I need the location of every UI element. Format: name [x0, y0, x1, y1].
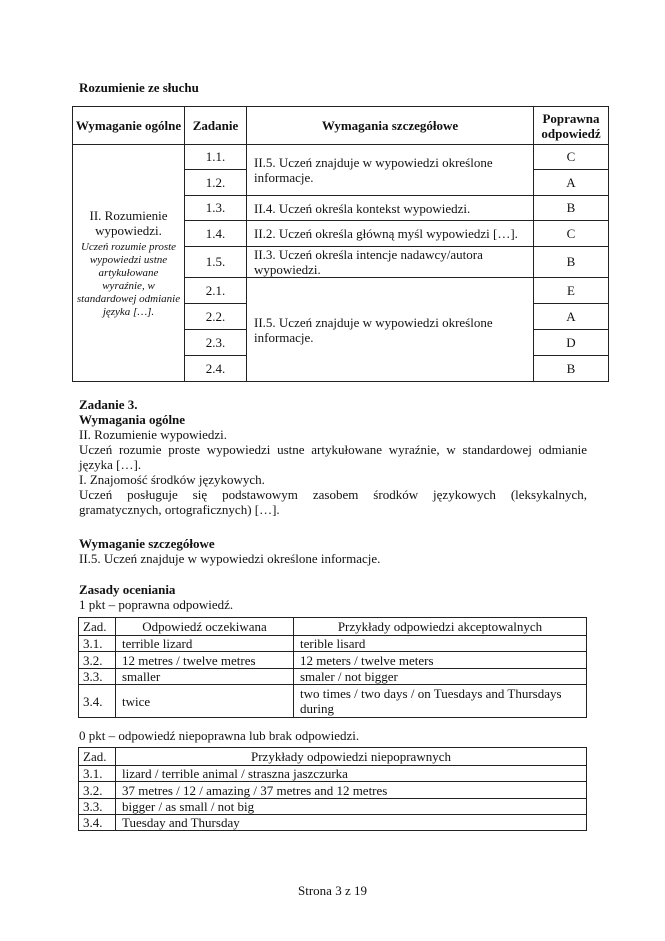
table-header-row	[73, 107, 609, 145]
task-number: 3.4.	[79, 685, 116, 718]
header-accepted: Przykłady odpowiedzi akceptowalnych	[294, 618, 587, 636]
task-number: 1.5.	[185, 247, 247, 278]
detail-requirement: II.5. Uczeń znajduje w wypowiedzi określone informacje.	[247, 278, 534, 382]
incorrect-answers-table	[78, 747, 587, 831]
task3-block	[79, 397, 587, 517]
zero-points-rule: 0 pkt – odpowiedź niepoprawna lub brak odpowiedzi.	[79, 728, 360, 743]
accepted-answer: 12 meters / twelve meters	[294, 652, 587, 669]
correct-answer: C	[534, 221, 609, 247]
general-requirement-description: Uczeń rozumie proste wypowiedzi ustne artykułowane wyraźnie, w standardowej odmianie języka […].	[76, 240, 181, 318]
expected-answer: 12 metres / twelve metres	[116, 652, 294, 669]
table-row	[79, 799, 587, 815]
general-requirement-cell	[73, 145, 185, 382]
general-requirements-heading: Wymagania ogólne	[79, 412, 186, 427]
incorrect-answer: Tuesday and Thursday	[116, 815, 587, 831]
task-number: 3.3.	[79, 669, 116, 685]
correct-answer: E	[534, 278, 609, 304]
expected-answer: twice	[116, 685, 294, 718]
table-row	[79, 815, 587, 831]
table-row	[79, 782, 587, 799]
task-number: 1.1.	[185, 145, 247, 170]
accepted-answer: smaler / not bigger	[294, 669, 587, 685]
header-task: Zad.	[79, 748, 116, 766]
task3-title: Zadanie 3.	[79, 397, 138, 412]
correct-answer: D	[534, 330, 609, 356]
task-number: 2.1.	[185, 278, 247, 304]
task-number: 1.2.	[185, 170, 247, 196]
task-number: 3.4.	[79, 815, 116, 831]
detail-requirement-text: II.5. Uczeń znajduje w wypowiedzi określone informacje.	[79, 551, 381, 566]
incorrect-answer: 37 metres / 12 / amazing / 37 metres and 12 metres	[116, 782, 587, 799]
task-number: 2.2.	[185, 304, 247, 330]
correct-answer: A	[534, 170, 609, 196]
general-requirement-line: Uczeń rozumie proste wypowiedzi ustne artykułowane wyraźnie, w standardowej odmianie języka […].	[79, 442, 587, 472]
task-number: 1.3.	[185, 196, 247, 221]
expected-answer: terrible lizard	[116, 636, 294, 652]
accepted-answers-table	[78, 617, 587, 718]
header-incorrect: Przykłady odpowiedzi niepoprawnych	[116, 748, 587, 766]
listening-answers-table	[72, 106, 609, 382]
detail-requirement-block	[79, 536, 587, 566]
page-number: Strona 3 z 19	[298, 883, 367, 898]
table-row	[79, 652, 587, 669]
header-task: Zadanie	[185, 107, 247, 145]
table-row	[79, 685, 587, 718]
accepted-answer: two times / two days / on Tuesdays and Thursdays during	[294, 685, 587, 718]
table-row	[79, 636, 587, 652]
incorrect-answer: bigger / as small / not big	[116, 799, 587, 815]
detail-requirement: II.2. Uczeń określa główną myśl wypowiedzi […].	[247, 221, 534, 247]
task-number: 2.4.	[185, 356, 247, 382]
one-point-rule: 1 pkt – poprawna odpowiedź.	[79, 597, 234, 612]
task-number: 3.1.	[79, 636, 116, 652]
general-requirement-line: I. Znajomość środków językowych.	[79, 472, 265, 487]
detail-requirement: II.3. Uczeń określa intencje nadawcy/autora wypowiedzi.	[247, 247, 534, 278]
table-row	[73, 145, 609, 170]
scoring-block	[79, 582, 587, 612]
table-row	[79, 669, 587, 685]
header-expected: Odpowiedź oczekiwana	[116, 618, 294, 636]
task-number: 1.4.	[185, 221, 247, 247]
general-requirement-line: Uczeń posługuje się podstawowym zasobem środków językowych (leksykalnych, gramatycznych, ortograficznych) […].	[79, 487, 587, 517]
accepted-answer: terible lisard	[294, 636, 587, 652]
header-details: Wymagania szczegółowe	[247, 107, 534, 145]
header-general: Wymaganie ogólne	[73, 107, 185, 145]
table-row	[79, 766, 587, 782]
expected-answer: smaller	[116, 669, 294, 685]
task-number: 2.3.	[185, 330, 247, 356]
detail-requirement: II.4. Uczeń określa kontekst wypowiedzi.	[247, 196, 534, 221]
scoring-heading: Zasady oceniania	[79, 582, 176, 597]
task-number: 3.1.	[79, 766, 116, 782]
detail-requirement: II.5. Uczeń znajduje w wypowiedzi określone informacje.	[247, 145, 534, 196]
table-header-row	[79, 618, 587, 636]
general-requirement-line: II. Rozumienie wypowiedzi.	[79, 427, 228, 442]
correct-answer: A	[534, 304, 609, 330]
correct-answer: C	[534, 145, 609, 170]
task-number: 3.2.	[79, 652, 116, 669]
general-requirement-title: II. Rozumienie wypowiedzi.	[89, 207, 168, 238]
section-title: Rozumienie ze słuchu	[79, 80, 199, 95]
task-number: 3.3.	[79, 799, 116, 815]
header-task: Zad.	[79, 618, 116, 636]
correct-answer: B	[534, 196, 609, 221]
header-answer: Poprawna odpowiedź	[534, 107, 609, 145]
detail-requirement-heading: Wymaganie szczegółowe	[79, 536, 215, 551]
incorrect-answer: lizard / terrible animal / straszna jaszczurka	[116, 766, 587, 782]
task-number: 3.2.	[79, 782, 116, 799]
correct-answer: B	[534, 356, 609, 382]
table-header-row	[79, 748, 587, 766]
correct-answer: B	[534, 247, 609, 278]
